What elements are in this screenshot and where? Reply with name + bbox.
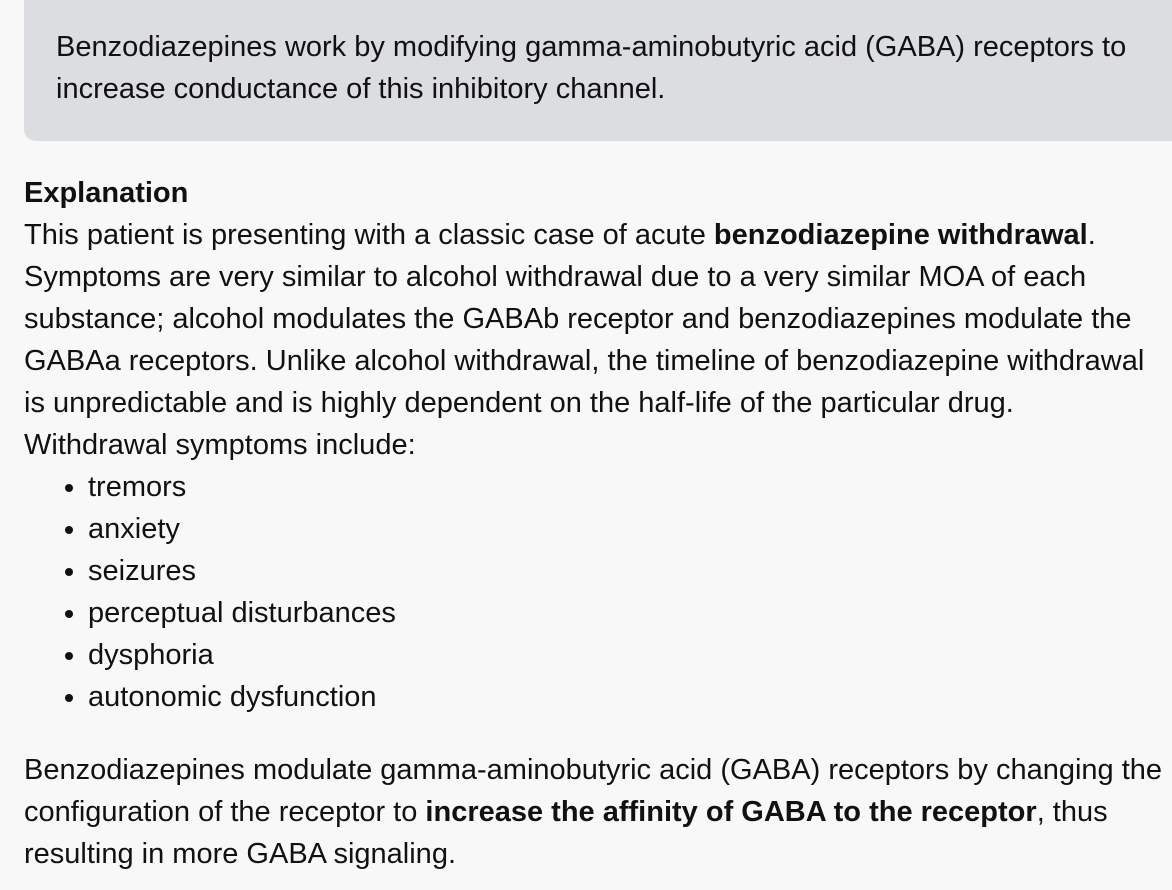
explanation-section bbox=[24, 172, 1164, 875]
explanation-heading: Explanation bbox=[24, 177, 189, 209]
symptom-list bbox=[24, 466, 1164, 718]
answer-text: Benzodiazepines work by modifying gamma-aminobutyric acid (GABA) receptors to increase conductance of this inhibitory channel. bbox=[56, 31, 1127, 105]
list-item: • autonomic dysfunction bbox=[88, 676, 1164, 718]
explanation-intro-text: This patient is presenting with a classic case of acute bbox=[24, 219, 714, 251]
selected-answer-box bbox=[24, 0, 1172, 141]
explanation-rest-text: . Symptoms are very similar to alcohol withdrawal due to a very similar MOA of each substance; alcohol modulates the GABAb receptor and benzodiazepines modulate the GABAa receptors. Unlike alcohol withdrawal, the timeline of benzodiazepine withdrawal is unpredictable and is highly dependent on the half-life of the particular drug. Withdrawal symptoms include: bbox=[24, 219, 1145, 461]
explanation-bold-diagnosis: benzodiazepine withdrawal bbox=[713, 219, 1088, 251]
mechanism-bold-text: increase the affinity of GABA to the receptor bbox=[425, 796, 1037, 828]
list-item: • seizures bbox=[88, 550, 1164, 592]
list-item: • perceptual disturbances bbox=[88, 592, 1164, 634]
list-item: • anxiety bbox=[88, 508, 1164, 550]
explanation-paragraph bbox=[24, 214, 1164, 466]
list-item: • dysphoria bbox=[88, 634, 1164, 676]
mechanism-paragraph bbox=[24, 749, 1164, 875]
list-item: • tremors bbox=[88, 466, 1164, 508]
mechanism-intro-text: Benzodiazepines modulate gamma-aminobutyric acid (GABA) receptors by changing the configuration of the receptor to bbox=[24, 754, 1163, 828]
mechanism-rest-text: , thus resulting in more GABA signaling. bbox=[24, 796, 1108, 870]
